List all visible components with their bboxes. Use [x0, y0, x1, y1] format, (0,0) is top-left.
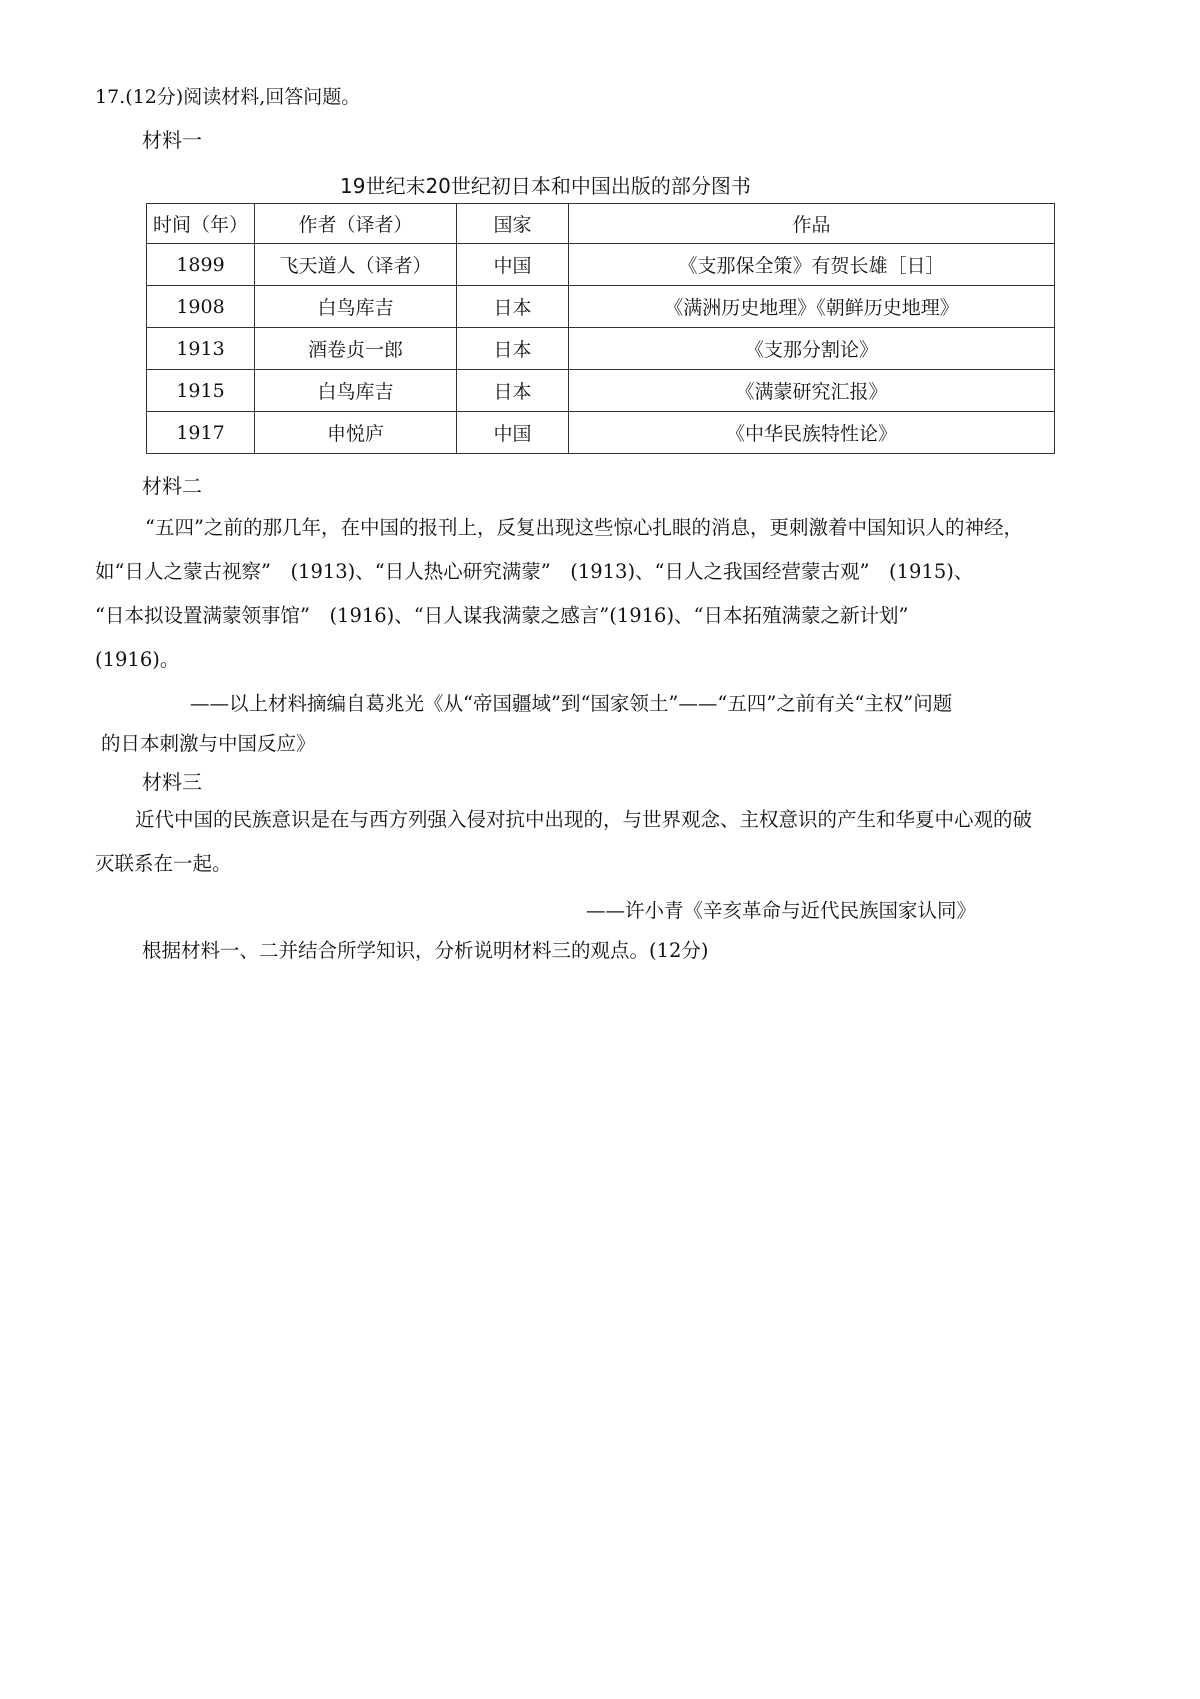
header-country: 国家	[457, 204, 569, 244]
table-caption: 19世纪末20世纪初日本和中国出版的部分图书	[340, 174, 751, 198]
cell-author: 白鸟库吉	[255, 286, 457, 328]
cell-author: 申悦庐	[255, 412, 457, 454]
cell-country: 日本	[457, 328, 569, 370]
table-row	[147, 328, 1055, 370]
source-line: ——以上材料摘编自葛兆光《从“帝国疆域”到“国家领土”——“五四”之前有关“主权”问题	[190, 692, 953, 715]
question-prompt: 根据材料一、二并结合所学知识，分析说明材料三的观点。(12分)	[142, 939, 709, 962]
material-2-source	[95, 684, 1125, 764]
material-3-line: 近代中国的民族意识是在与西方列强入侵对抗中出现的，与世界观念、主权意识的产生和华夏中心观的破	[135, 808, 1033, 831]
header-author: 作者（译者）	[255, 204, 457, 244]
cell-work: 《满洲历史地理》《朝鲜历史地理》	[569, 286, 1055, 328]
material-2-line: (1916)。	[95, 648, 180, 671]
source-line: 的日本刺激与中国反应》	[101, 732, 316, 755]
question-title: 17.(12分)阅读材料,回答问题。	[95, 86, 361, 108]
table-header-row	[147, 204, 1055, 244]
material-2-line: “五四”之前的那几年，在中国的报刊上，反复出现这些惊心扎眼的消息，更刺激着中国知识人的神经，	[145, 516, 1023, 539]
table-row	[147, 244, 1055, 286]
material-3-label: 材料三	[142, 770, 202, 794]
cell-year: 1913	[147, 328, 255, 370]
cell-work: 《中华民族特性论》	[569, 412, 1055, 454]
cell-country: 日本	[457, 370, 569, 412]
cell-year: 1915	[147, 370, 255, 412]
cell-author: 白鸟库吉	[255, 370, 457, 412]
cell-country: 日本	[457, 286, 569, 328]
material-2-line: “日本拟设置满蒙领事馆” (1916)、“日人谋我满蒙之感言”(1916)、“日本拓殖满蒙之新计划”	[95, 604, 909, 627]
cell-year: 1908	[147, 286, 255, 328]
table-row	[147, 286, 1055, 328]
cell-country: 中国	[457, 412, 569, 454]
header-year: 时间（年）	[147, 204, 255, 244]
cell-author: 飞天道人（译者）	[255, 244, 457, 286]
material-3-text	[95, 798, 1120, 886]
books-table	[146, 203, 1055, 454]
cell-country: 中国	[457, 244, 569, 286]
table-row	[147, 412, 1055, 454]
cell-year: 1917	[147, 412, 255, 454]
material-2-text	[95, 506, 1120, 682]
cell-year: 1899	[147, 244, 255, 286]
material-3-line: 灭联系在一起。	[95, 852, 232, 875]
cell-author: 酒卷贞一郎	[255, 328, 457, 370]
cell-work: 《支那分割论》	[569, 328, 1055, 370]
cell-work: 《满蒙研究汇报》	[569, 370, 1055, 412]
header-work: 作品	[569, 204, 1055, 244]
material-3-source: ——许小青《辛亥革命与近代民族国家认同》	[586, 899, 977, 922]
table-row	[147, 370, 1055, 412]
material-2-label: 材料二	[142, 474, 202, 498]
material-2-line: 如“日人之蒙古视察” (1913)、“日人热心研究满蒙” (1913)、“日人之我国经营蒙古观” (1915)、	[95, 560, 974, 583]
material-1-label: 材料一	[142, 128, 202, 152]
cell-work: 《支那保全策》有贺长雄［日］	[569, 244, 1055, 286]
